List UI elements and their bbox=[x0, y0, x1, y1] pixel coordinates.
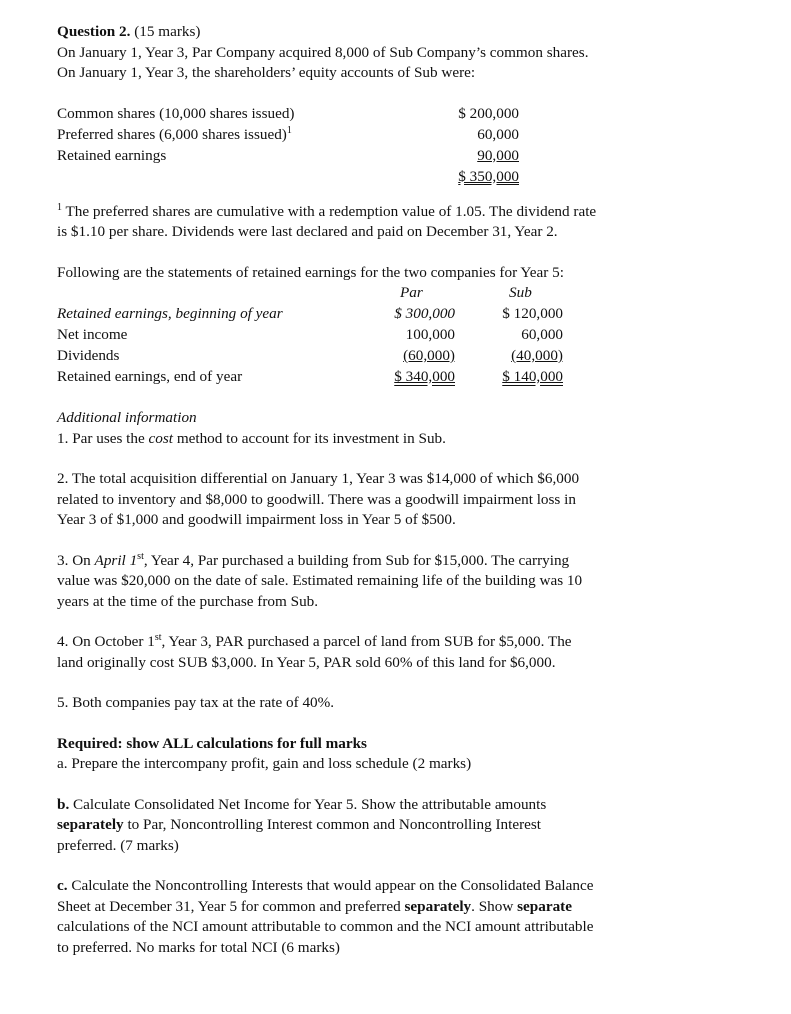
item-3 bbox=[57, 551, 757, 613]
equity-label-text: Preferred shares (6,000 shares issued) bbox=[57, 125, 287, 143]
item-2-line: 2. The total acquisition differential on January 1, Year 3 was $14,000 of which $6,000 bbox=[57, 470, 580, 487]
equity-row-common bbox=[57, 104, 757, 125]
item-3-line: years at the time of the purchase from Sub. bbox=[57, 592, 319, 610]
item-2-line: related to inventory and $8,000 to goodwill. There was a goodwill impairment loss in bbox=[57, 490, 576, 508]
required-b-text: Calculate Consolidated Net Income for Year 5. Show the attributable amounts bbox=[69, 795, 547, 813]
footnote-line-2: is $1.10 per share. Dividends were last declared and paid on December 31, Year 2. bbox=[57, 223, 558, 240]
equity-row-total bbox=[57, 167, 757, 188]
item-3-text-a: 3. On bbox=[57, 551, 95, 569]
equity-row-preferred bbox=[57, 125, 757, 146]
item-4-text-b: , Year 3, PAR purchased a parcel of land from SUB for $5,000. The bbox=[161, 633, 572, 650]
re-par-value: $ 340,000 bbox=[394, 368, 455, 385]
required-a: a. Prepare the intercompany profit, gain and loss schedule (2 marks) bbox=[57, 755, 472, 772]
re-label: Net income bbox=[57, 326, 128, 343]
equity-value: 90,000 bbox=[477, 146, 519, 164]
re-par-value: 100,000 bbox=[405, 326, 455, 343]
intro-line-1: On January 1, Year 3, Par Company acquired 8,000 of Sub Company’s common shares. bbox=[57, 43, 589, 61]
required-c-line: calculations of the NCI amount attributable to common and the NCI amount attributable bbox=[57, 918, 594, 935]
item-1-text-a: 1. Par uses the bbox=[57, 429, 149, 447]
required-c-text: Calculate the Noncontrolling Interests that would appear on the Consolidated Balance bbox=[67, 877, 594, 894]
re-row-ending bbox=[57, 367, 757, 388]
equity-value: 60,000 bbox=[477, 125, 519, 143]
required-b-line: preferred. (7 marks) bbox=[57, 836, 179, 854]
re-header-row bbox=[57, 283, 757, 304]
question-page bbox=[57, 22, 757, 958]
intro-line-2: On January 1, Year 3, the shareholders’ equity accounts of Sub were: bbox=[57, 64, 476, 81]
re-par-value: (60,000) bbox=[403, 347, 455, 364]
equity-total: $ 350,000 bbox=[458, 167, 519, 185]
re-sub-value: 60,000 bbox=[521, 326, 563, 343]
footnote-text-1: The preferred shares are cumulative with a redemption value of 1.05. The dividend rate bbox=[62, 202, 597, 220]
re-sub-value: $ 120,000 bbox=[502, 305, 563, 322]
footnote-mark: 1 bbox=[286, 124, 292, 136]
footnote-number: 1 bbox=[57, 201, 62, 213]
required-b-line bbox=[57, 815, 757, 836]
required-c-bold: separate bbox=[517, 897, 572, 915]
item-3-line bbox=[57, 551, 757, 572]
equity-label: Common shares (10,000 shares issued) bbox=[57, 104, 295, 122]
footnote-line-1 bbox=[57, 202, 757, 223]
question-header bbox=[57, 22, 757, 43]
equity-row-retained bbox=[57, 146, 757, 167]
item-4 bbox=[57, 632, 757, 673]
additional-title: Additional information bbox=[57, 409, 197, 426]
required-b-lead: b. bbox=[57, 795, 70, 813]
re-label: Retained earnings, beginning of year bbox=[57, 305, 283, 322]
item-2 bbox=[57, 469, 757, 531]
item-2-line: Year 3 of $1,000 and goodwill impairment loss in Year 5 of $500. bbox=[57, 511, 456, 528]
required-c-line bbox=[57, 897, 757, 918]
item-3-sup: st bbox=[137, 550, 144, 562]
required-b-bold: separately bbox=[57, 816, 124, 833]
required-b bbox=[57, 795, 757, 857]
question-marks: (15 marks) bbox=[134, 23, 201, 40]
re-label: Retained earnings, end of year bbox=[57, 368, 243, 385]
item-1-text-b: cost bbox=[148, 429, 174, 447]
item-4-sup: st bbox=[154, 631, 162, 643]
equity-label: Retained earnings bbox=[57, 146, 167, 164]
required-title: Required: show ALL calculations for full marks bbox=[57, 734, 367, 752]
re-col-sub: Sub bbox=[509, 284, 532, 301]
required-b-line bbox=[57, 795, 757, 816]
re-intro: Following are the statements of retained earnings for the two companies for Year 5: bbox=[57, 263, 564, 281]
required-c-bold: separately bbox=[404, 897, 472, 915]
required-c-line: to preferred. No marks for total NCI (6 marks) bbox=[57, 938, 340, 956]
question-title: Question 2. bbox=[57, 23, 131, 40]
item-4-line: land originally cost SUB $3,000. In Year 5, PAR sold 60% of this land for $6,000. bbox=[57, 653, 556, 671]
required-b-text: to Par, Noncontrolling Interest common and Noncontrolling Interest bbox=[123, 816, 542, 833]
required-c-text: Sheet at December 31, Year 5 for common and preferred bbox=[57, 897, 405, 915]
re-row-dividends bbox=[57, 346, 757, 367]
item-4-text-a: 4. On October 1 bbox=[57, 633, 155, 650]
item-1 bbox=[57, 429, 757, 450]
re-par-value: $ 300,000 bbox=[394, 305, 455, 322]
re-sub-value: (40,000) bbox=[511, 347, 563, 364]
required-c bbox=[57, 876, 757, 958]
item-4-line bbox=[57, 632, 757, 653]
re-table bbox=[57, 304, 757, 388]
re-label: Dividends bbox=[57, 347, 120, 364]
re-col-par: Par bbox=[400, 284, 423, 301]
additional-info bbox=[57, 408, 757, 714]
required-c-text: . Show bbox=[471, 897, 518, 915]
item-3-text-c: , Year 4, Par purchased a building from Sub for $15,000. The carrying bbox=[143, 551, 570, 569]
re-row-net-income bbox=[57, 325, 757, 346]
re-row-beginning bbox=[57, 304, 757, 325]
item-5: 5. Both companies pay tax at the rate of 40%. bbox=[57, 694, 335, 711]
item-1-text-c: method to account for its investment in Sub. bbox=[173, 429, 446, 447]
item-3-line: value was $20,000 on the date of sale. Estimated remaining life of the building was 10 bbox=[57, 572, 583, 589]
footnote bbox=[57, 202, 757, 243]
item-3-text-b: April 1 bbox=[94, 551, 138, 569]
required-c-line bbox=[57, 876, 757, 897]
re-sub-value: $ 140,000 bbox=[502, 368, 563, 385]
equity-label bbox=[57, 125, 292, 146]
required-section bbox=[57, 734, 757, 959]
equity-table bbox=[57, 104, 757, 188]
equity-value: $ 200,000 bbox=[458, 104, 519, 122]
required-c-lead: c. bbox=[57, 877, 68, 894]
